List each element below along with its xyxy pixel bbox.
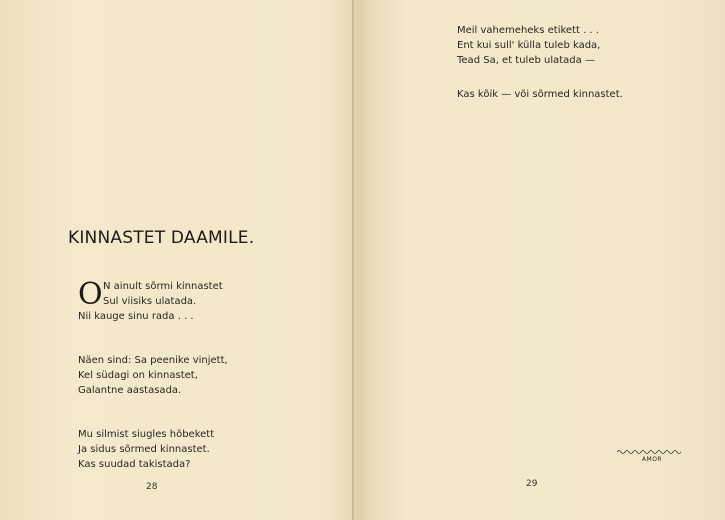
right-page (354, 0, 725, 520)
verse-line: N ainult sõrmi kinnastet (103, 281, 223, 292)
stanza-2 (78, 353, 228, 398)
verse-line: Sul viisiks ulatada. (103, 296, 197, 307)
verse-line: Ja sidus sõrmed kinnastet. (78, 444, 210, 455)
page-number-right: 29 (526, 479, 538, 489)
stanza-4 (457, 23, 600, 68)
verse-line: Kel südagi on kinnastet, (78, 370, 198, 381)
verse-line: Galantne aastasada. (78, 385, 182, 396)
verse-line: Mu silmist siugles hõbekett (78, 429, 215, 440)
left-page (0, 0, 352, 520)
stanza-3 (78, 427, 214, 472)
page-number-left: 28 (146, 482, 158, 492)
verse-line: Kas suudad takistada? (78, 459, 191, 470)
stanza-5 (457, 87, 623, 102)
ornament-squiggle-icon (617, 449, 681, 455)
verse-line: Ent kui sull' külla tuleb kada, (457, 40, 601, 51)
verse-line: Nii kauge sinu rada . . . (78, 311, 194, 322)
verse-line: Meil vahemeheks etikett . . . (457, 25, 599, 36)
verse-line: Kas kõik — või sõrmed kinnastet. (457, 89, 623, 100)
poem-title: KINNASTET DAAMILE. (68, 228, 255, 248)
signature-block (617, 449, 681, 463)
verse-line: Näen sind: Sa peenike vinjett, (78, 355, 228, 366)
drop-cap: O (78, 277, 103, 312)
stanza-1 (78, 279, 223, 324)
signature: AMOR (641, 456, 663, 463)
verse-line: Tead Sa, et tuleb ulatada — (457, 55, 595, 66)
